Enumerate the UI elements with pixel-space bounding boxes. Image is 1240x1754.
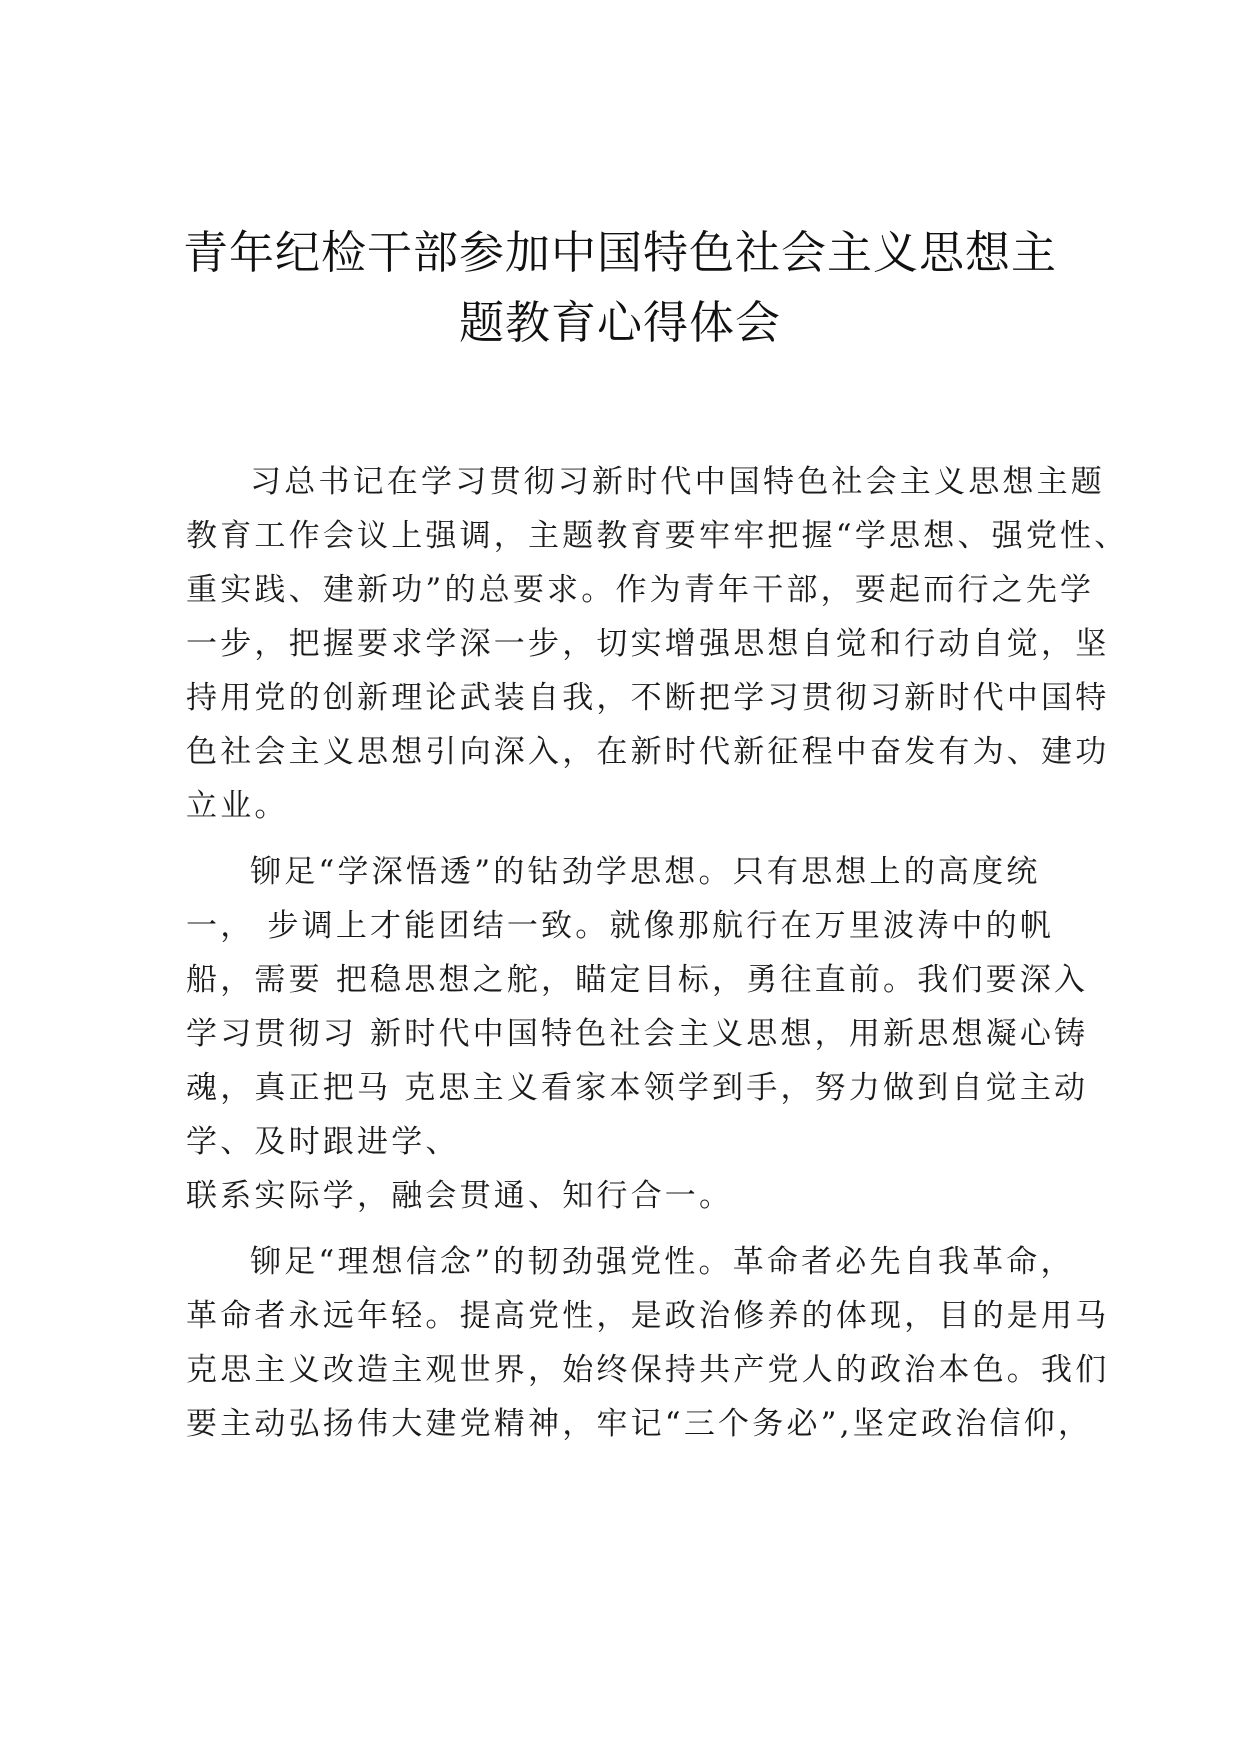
paragraph-line: 一， 步调上才能团结一致。就像那航行在万里波涛中的帆 <box>186 908 1055 944</box>
title-line-2: 题教育心得体会 <box>458 296 781 349</box>
paragraph-line: 立业。 <box>186 788 289 824</box>
paragraph-3 <box>186 1235 1110 1451</box>
paragraph-line: 克思主义改造主观世界，始终保持共产党人的政治本色。我们 <box>186 1352 1110 1388</box>
title-line-1: 青年纪检干部参加中国特色社会主义思想主 <box>182 226 1057 279</box>
paragraph-line: 学、及时跟进学、 <box>186 1124 460 1160</box>
paragraph-line: 要主动弘扬伟大建党精神，牢记“三个务必”,坚定政治信仰， <box>186 1406 1093 1442</box>
paragraph-line: 铆足“学深悟透”的钻劲学思想。只有思想上的高度统 <box>250 854 1041 890</box>
paragraph-1 <box>186 455 1129 833</box>
paragraph-line: 魂，真正把马 克思主义看家本领学到手，努力做到自觉主动 <box>186 1070 1089 1106</box>
document-title <box>150 218 1090 358</box>
paragraph-2 <box>186 845 1089 1223</box>
paragraph-line: 船，需要 把稳思想之舵，瞄定目标，勇往直前。我们要深入 <box>186 962 1089 998</box>
paragraph-line: 习总书记在学习贯彻习新时代中国特色社会主义思想主题 <box>250 464 1105 500</box>
paragraph-line: 教育工作会议上强调，主题教育要牢牢把握“学思想、强党性、 <box>186 518 1129 554</box>
paragraph-line: 革命者永远年轻。提高党性，是政治修养的体现，目的是用马 <box>186 1298 1110 1334</box>
paragraph-line: 铆足“理想信念”的韧劲强党性。革命者必先自我革命， <box>250 1244 1075 1280</box>
paragraph-line: 持用党的创新理论武装自我，不断把学习贯彻习新时代中国特 <box>186 680 1110 716</box>
paragraph-line: 重实践、建新功”的总要求。作为青年干部，要起而行之先学 <box>186 572 1095 608</box>
paragraph-line: 学习贯彻习 新时代中国特色社会主义思想，用新思想凝心铸 <box>186 1016 1089 1052</box>
paragraph-line: 色社会主义思想引向深入，在新时代新征程中奋发有为、建功 <box>186 734 1110 770</box>
paragraph-line: 一步，把握要求学深一步，切实增强思想自觉和行动自觉，坚 <box>186 626 1110 662</box>
document-body <box>186 455 1129 1451</box>
paragraph-line: 联系实际学，融会贯通、知行合一。 <box>186 1178 734 1214</box>
